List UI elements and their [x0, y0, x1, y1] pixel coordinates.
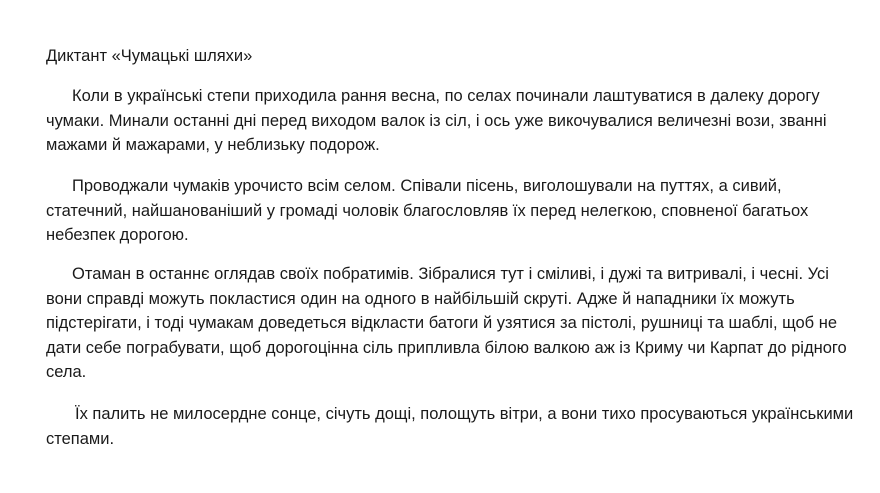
- paragraph-4: Їх палить не милосердне сонце, січуть дощі, полощуть вітри, а вони тихо просуваються українськими степами.: [46, 405, 854, 448]
- paragraph-2: Проводжали чумаків урочисто всім селом. Співали пісень, виголошували на путтях, а сивий, статечний, найшанованіший у громаді чоловік благословляв їх перед нелегкою, сповненої багатьох небезпек дорогою.: [46, 177, 809, 244]
- paragraph-1: Коли в українські степи приходила рання весна, по селах починали лаштуватися в далеку дорогу чумаки. Минали останні дні перед виходом валок із сіл, і ось уже викочувалися величезні вози, званні мажами й мажарами, у неблизьку подорож.: [46, 87, 827, 154]
- paragraph-3: Отаман в останнє оглядав своїх побратимів. Зібралися тут і сміливі, і дужі та витривалі, і чесні. Усі вони справді можуть покластися один на одного в найбільшій скруті. Адже й нападники їх можуть підстерігати, і тоді чумакам доведеться відкласти батоги й узятися за пістолі, рушниці та шаблі, щоб не дати себе пограбувати, щоб дорогоцінна сіль припливла білою валкою аж із Криму чи Карпат до рідного села.: [46, 265, 847, 381]
- document-title: Диктант «Чумацькі шляхи»: [46, 47, 253, 65]
